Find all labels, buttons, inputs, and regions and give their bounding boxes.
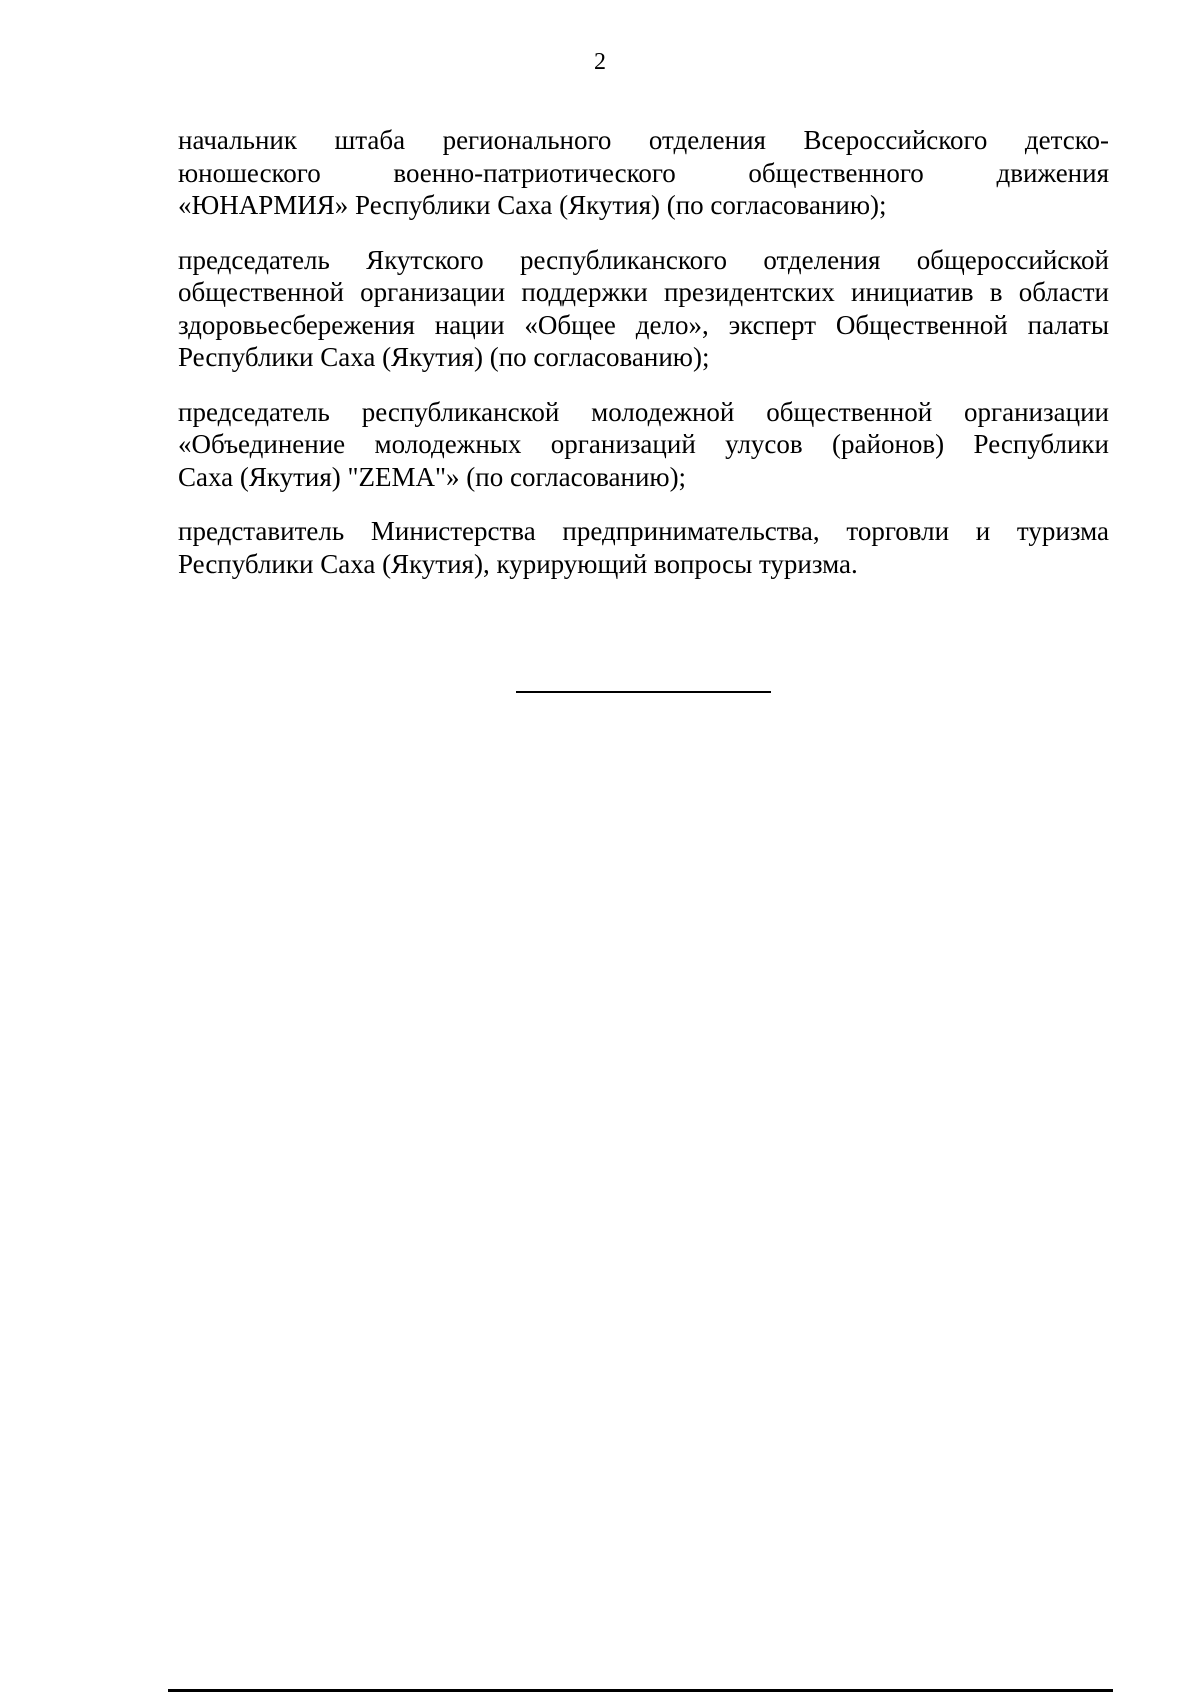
page-number: 2 — [594, 49, 606, 75]
entry-line: юношеского военно-патриотического общественного движения — [178, 157, 1109, 188]
entry-line: начальник штаба регионального отделения Всероссийского детско- — [178, 125, 1109, 155]
list-item — [178, 244, 1109, 374]
entry-line: «Объединение молодежных организаций улусов (районов) Республики — [178, 429, 1109, 459]
entry-line: общественной организации поддержки президентских инициатив в области — [178, 277, 1109, 307]
entry-line: председатель республиканской молодежной общественной организации — [178, 396, 1109, 427]
entry-line: председатель Якутского республиканского отделения общероссийской — [178, 244, 1109, 275]
entry-line: представитель Министерства предпринимательства, торговли и туризма — [178, 516, 1109, 546]
document-body — [178, 124, 1109, 602]
list-item — [178, 124, 1109, 222]
entry-line: Республики Саха (Якутия) (по согласованию); — [178, 342, 710, 372]
end-separator-line — [516, 691, 771, 693]
entry-line: Республики Саха (Якутия), курирующий вопросы туризма. — [178, 548, 858, 579]
list-item — [178, 515, 1109, 580]
entry-line: Саха (Якутия) "ZEMA"» (по согласованию); — [178, 461, 687, 492]
entry-line: «ЮНАРМИЯ» Республики Саха (Якутия) (по согласованию); — [178, 190, 887, 220]
entry-line: здоровьесбережения нации «Общее дело», эксперт Общественной палаты — [178, 309, 1109, 340]
footer-rule — [168, 1689, 1113, 1692]
list-item — [178, 396, 1109, 494]
